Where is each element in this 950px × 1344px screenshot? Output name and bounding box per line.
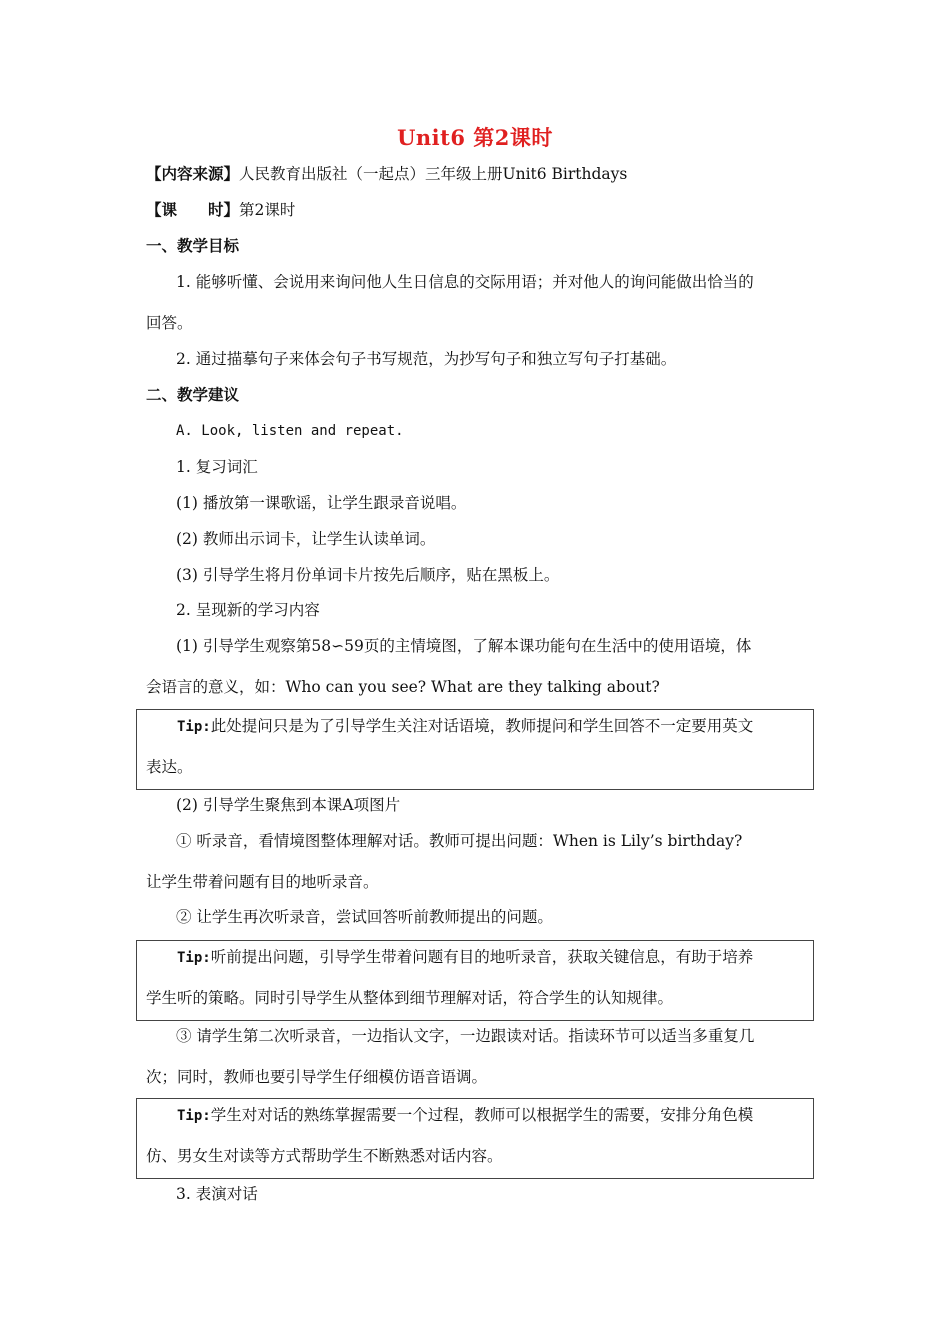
tip-1-text: 此处提问只是为了引导学生关注对话语境，教师提问和学生回答不一定要用英文	[210, 717, 754, 735]
period-text: 第2课时	[239, 201, 296, 219]
review-step-3: (3) 引导学生将月份单词卡片按先后顺序，贴在黑板上。	[176, 566, 560, 584]
tip-1-line1	[177, 716, 753, 737]
tip-3-text: 学生对对话的熟练掌握需要一个过程，教师可以根据学生的需要，安排分角色模	[210, 1106, 754, 1124]
tip-2-line1	[177, 947, 753, 968]
tip-box-2	[136, 940, 814, 1021]
circle-step-1-line2: 让学生带着问题有目的地听录音。	[146, 873, 379, 891]
circle-step-2: ② 让学生再次听录音，尝试回答听前教师提出的问题。	[176, 908, 553, 926]
review-step-1: (1) 播放第一课歌谣，让学生跟录音说唱。	[176, 494, 467, 512]
tip-2-label: Tip:	[177, 950, 211, 966]
present-heading: 2. 呈现新的学习内容	[176, 601, 320, 619]
tip-2-line2: 学生听的策略。同时引导学生从整体到细节理解对话，符合学生的认知规律。	[146, 989, 674, 1007]
tip-box-3	[136, 1098, 814, 1179]
circle-step-3-line1: ③ 请学生第二次听录音，一边指认文字，一边跟读对话。指读环节可以适当多重复几	[176, 1027, 755, 1045]
objective-1-line1: 1. 能够听懂、会说用来询问他人生日信息的交际用语；并对他人的询问能做出恰当的	[176, 273, 754, 291]
objective-2: 2. 通过描摹句子来体会句子书写规范，为抄写句子和独立写句子打基础。	[176, 350, 677, 368]
tip-1-line2: 表达。	[146, 758, 193, 776]
period-label: 【课 时】	[146, 200, 240, 219]
tip-3-line1	[177, 1105, 753, 1126]
section2-heading: 二、教学建议	[146, 385, 240, 404]
present-step-2: (2) 引导学生聚焦到本课A项图片	[176, 796, 401, 814]
act-heading: 3. 表演对话	[176, 1185, 258, 1203]
objective-1-line2: 回答。	[146, 314, 193, 332]
source-line	[146, 164, 627, 184]
source-text: 人民教育出版社（一起点）三年级上册Unit6 Birthdays	[239, 165, 628, 183]
tip-3-line2: 仿、男女生对读等方式帮助学生不断熟悉对话内容。	[146, 1147, 503, 1165]
circle-step-3-line2: 次；同时，教师也要引导学生仔细模仿语音语调。	[146, 1068, 488, 1086]
part-a-title: A. Look, listen and repeat.	[176, 423, 404, 439]
review-step-2: (2) 教师出示词卡，让学生认读单词。	[176, 530, 436, 548]
tip-box-1	[136, 709, 814, 790]
review-heading: 1. 复习词汇	[176, 458, 258, 476]
tip-1-label: Tip:	[177, 719, 211, 735]
period-line	[146, 200, 295, 220]
source-label: 【内容来源】	[146, 164, 240, 183]
page-title: Unit6 第2课时	[397, 125, 553, 150]
present-step-1-line2: 会语言的意义，如：Who can you see? What are they talking about?	[146, 678, 660, 696]
tip-2-text: 听前提出问题，引导学生带着问题有目的地听录音，获取关键信息，有助于培养	[210, 948, 754, 966]
circle-step-1-line1: ① 听录音，看情境图整体理解对话。教师可提出问题：When is Lily’s birthday?	[176, 832, 743, 850]
tip-3-label: Tip:	[177, 1108, 211, 1124]
section1-heading: 一、教学目标	[146, 236, 240, 255]
present-step-1-line1: (1) 引导学生观察第58∽59页的主情境图，了解本课功能句在生活中的使用语境，体	[176, 637, 752, 655]
